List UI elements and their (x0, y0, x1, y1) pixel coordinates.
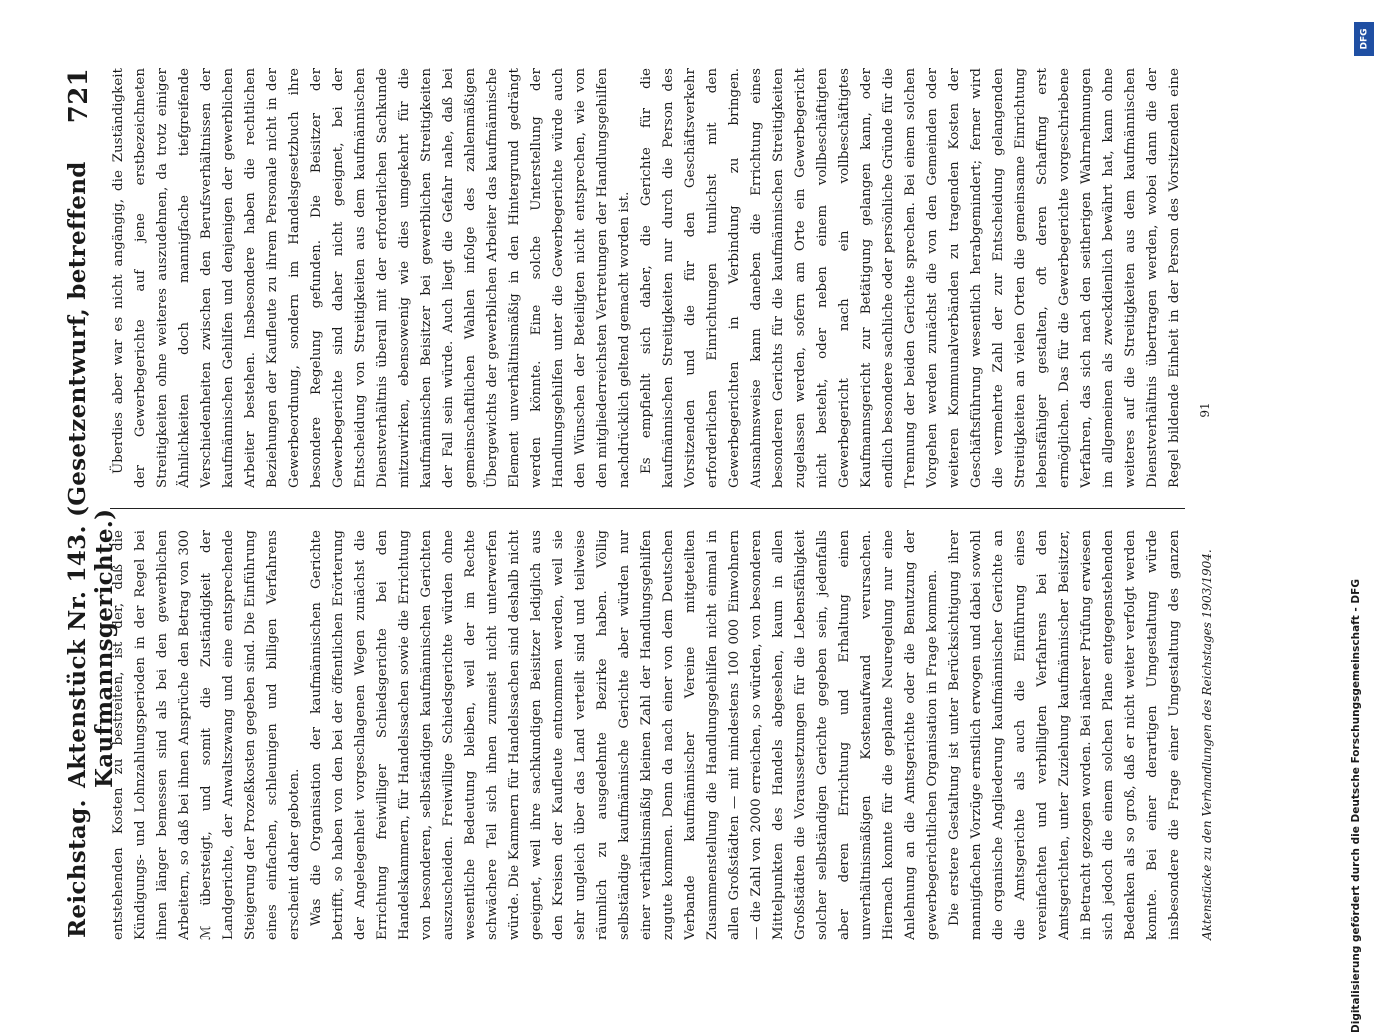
header-title: Aktenstück Nr. 143. (Gesetzentwurf, betreffend Kaufmannsgerichte.) (64, 161, 118, 788)
footer-source: Aktenstücke zu den Verhandlungen des Reichstages 1903/1904. (1200, 549, 1214, 940)
footer-page-number: 91 (1198, 402, 1212, 418)
paragraph: Überdies aber war es nicht angängig, die Zuständigkeit der Gewerbegerichte auf jene erstbezeichneten Streitigkeiten ohne weiteres auszudehnen, da trotz einiger Ähnlichkeiten doch mannigfache tiefgreifende Verschiedenheiten zwischen den Berufsverhältnissen der kaufmännischen Gehilfen und denjenigen der gewerblichen Arbeiter bestehen. Insbesondere haben die rechtlichen Beziehungen der Kaufleute zu ihrem Personale nicht in der Gewerbeordnung, sondern im Handelsgesetzbuch ihre besondere Regelung gefunden. Die Beisitzer der Gewerbegerichte sind daher nicht geeignet, bei der Entscheidung von Streitigkeiten aus dem kaufmännischen Dienstverhältnis überall mit der erforderlichen Sachkunde mitzuwirken, ebensowenig wie dies umgekehrt für die kaufmännischen Beisitzer bei gewerblichen Streitigkeiten der Fall sein würde. Auch liegt die Gefahr nahe, daß bei gemeinschaftlichen Wahlen infolge des zahlenmäßigen Übergewichts der gewerblichen Arbeiter das kaufmännische Element unverhältnismäßig in den Hintergrund gedrängt werden könnte. Eine solche Unterstellung der Handlungsgehilfen unter die Gewerbegerichte würde auch den Wünschen der Beteiligten nicht entsprechen, wie von den mitgliederreichsten Vertretungen der Handlungsgehilfen nachdrücklich geltend gemacht worden ist. (111, 68, 632, 488)
paragraph: Was die Organisation der kaufmännischen Gerichte betrifft, so haben von den bei der öffentlichen Erörterung der Angelegenheit vorgeschlagenen Wegen zunächst die Errichtung freiwilliger Schiedsgerichte bei den Handelskammern, für Handelssachen sowie die Errichtung von besonderen, selbständigen kaufmännischen Gerichten auszuscheiden. Freiwillige Schiedsgerichte würden ohne wesentliche Bedeutung bleiben, weil der im Rechte schwächere Teil sich ihnen zumeist nicht unterwerfen würde. Die Kammern für Handelssachen sind deshalb nicht geeignet, weil ihre sachkundigen Beisitzer lediglich aus den Kreisen der Kaufleute entnommen werden, weil sie sehr ungleich über das Land verteilt sind und teilweise räumlich zu ausgedehnte Bezirke haben. Völlig selbständige kaufmännische Gerichte aber würden nur einer verhältnismäßig kleinen Zahl der Handlungsgehilfen zugute kommen. Denn da nach einer von dem Deutschen Verbande kaufmännischer Vereine mitgeteilten Zusammenstellung die Handlungsgehilfen nicht einmal in allen Großstädten — mit mindestens 100 000 Einwohnern — die Zahl von 2000 erreichen, so würden, von besonderen Mittelpunkten des Handels abgesehen, kaum in allen Großstädten die Voraussetzungen für die Lebensfähigkeit solcher selbständigen Gerichte gegeben sein, jedenfalls aber deren Errichtung und Erhaltung einen unverhältnismäßigen Kostenaufwand verursachen. Hiernach konnte für die geplante Neuregelung nur eine Anlehnung an die Amtsgerichte oder die Benutzung der gewerbegerichtlichen Organisation in Frage kommen. (309, 530, 940, 940)
header-reichstag: Reichstag. (64, 799, 91, 938)
text-column-left (108, 530, 1188, 940)
page-header (58, 68, 118, 938)
text-column-right (108, 68, 1188, 488)
column-divider (110, 508, 1185, 509)
paragraph: Es empfiehlt sich daher, die Gerichte für die kaufmännischen Streitigkeiten nur durch die Person des Vorsitzenden und die für den Geschäftsverkehr erforderlichen Einrichtungen tunlichst mit den Gewerbegerichten in Verbindung zu bringen. Ausnahmsweise kann daneben die Errichtung eines besonderen Gerichts für die kaufmännischen Streitigkeiten zugelassen werden, sofern am Orte ein Gewerbegericht nicht besteht, oder neben einem vollbeschäftigten Gewerbegericht nach ein vollbeschäftigtes Kaufmannsgericht zur Betätigung gelangen kann, oder endlich besondere sachliche oder persönliche Gründe für die Trennung der beiden Gerichte sprechen. Bei einem solchen Vorgehen werden zunächst die von den Gemeinden oder weiteren Kommunalverbänden zu tragenden Kosten der Geschäftsführung wesentlich herabgemindert; ferner wird die vermehrte Zahl der zur Entscheidung gelangenden Streitigkeiten an vielen Orten die gemeinsame Einrichtung lebensfähiger gestalten, oft deren Schaffung erst ermöglichen. Das für die Gewerbegerichte vorgeschriebene Verfahren, das sich nach den seitherigen Wahrnehmungen im allgemeinen als zweckdienlich bewährt hat, kann ohne weiteres auf die Streitigkeiten aus dem kaufmännischen Dienstverhältnis übertragen werden, wobei dann die der Regel bildende Einheit in der Person des Vorsitzenden eine (639, 68, 1182, 488)
page-number: 721 (64, 68, 94, 124)
dfg-logo-icon: DFG (1354, 22, 1374, 56)
paragraph: Die erstere Gestaltung ist unter Berücksichtigung ihrer mannigfachen Vorzüge ernstlich erwogen und dabei sowohl die organische Angliederung kaufmännischer Gerichte an die Amtsgerichte als auch die Einführung eines vereinfachten und verbilligten Verfahrens bei den Amtsgerichten, unter Zuziehung kaufmännischer Beisitzer, in Betracht gezogen worden. Bei näherer Prüfung erwiesen sich jedoch die einem solchen Plane entgegenstehenden Bedenken als so groß, daß er nicht weiter verfolgt werden konnte. Bei einer derartigen Umgestaltung würde insbesondere die Frage einer Umgestaltung des ganzen (947, 530, 1182, 940)
digitization-credit: Digitalisierung gefördert durch die Deutsche Forschungsgemeinschaft - DFG (1350, 579, 1362, 1033)
paragraph: entstehenden Kosten zu bestreiten, ist der, daß die Kündigungs- und Lohnzahlungsperioden in der Regel bei ihnen länger bemessen sind als bei den gewerblichen Arbeitern, so daß bei ihnen Ansprüche den Betrag von 300 ℳ übersteigt, und somit die Zuständigkeit der Landgerichte, der Anwaltszwang und eine entsprechende Steigerung der Prozeßkosten gegeben sind. Die Einführung eines einfachen, schleunigen und billigen Verfahrens erscheint daher geboten. (111, 530, 302, 940)
digitization-note (1350, 22, 1377, 1033)
